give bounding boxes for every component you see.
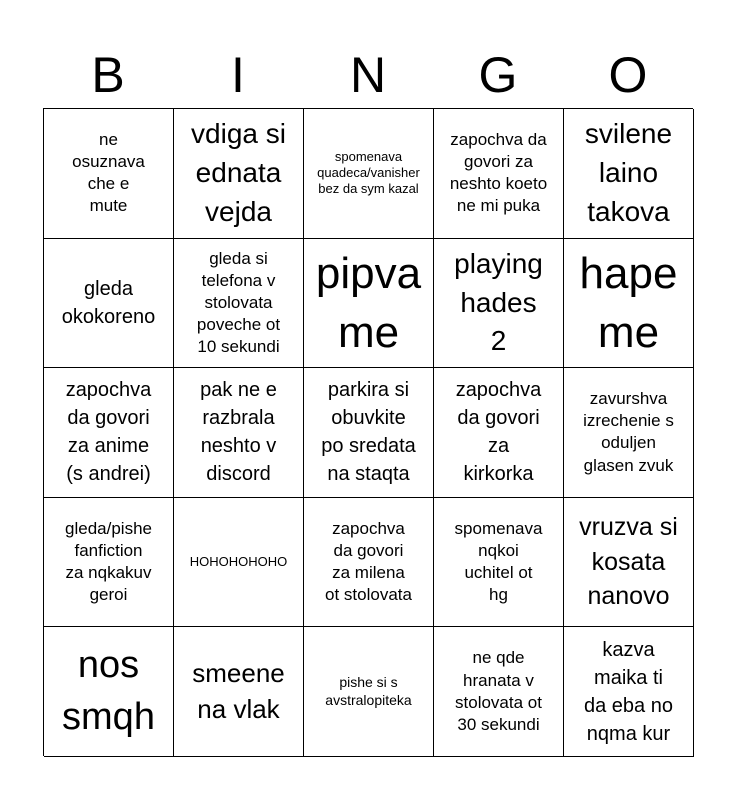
cell-text: HOHOHOHOHO: [189, 553, 288, 569]
header-letter-g: G: [478, 47, 518, 103]
cell-text: zapochva da govori za milena ot stolovata: [325, 518, 412, 605]
bingo-cell[interactable]: [174, 368, 304, 498]
cell-text: ne qde hranata v stolovata ot 30 sekundi: [455, 648, 542, 734]
bingo-cell[interactable]: [564, 109, 694, 239]
cell-text: zapochva da govori za anime (s andrei): [65, 379, 152, 486]
cell-text: pak ne e razbrala neshto v discord: [200, 379, 277, 486]
cell-text: gleda/pishe fanfiction za nqkakuv geroi: [65, 518, 152, 605]
cell-text: vruzva si kosata nanovo: [579, 513, 678, 611]
cell-text: zapochva da govori za kirkorka: [455, 379, 542, 486]
cell-text: nos smqh: [62, 644, 155, 738]
bingo-cell[interactable]: [304, 627, 434, 757]
cell-text: hape me: [579, 248, 678, 357]
cell-text: gleda si telefona v stolovata poveche ot 10 sekundi: [196, 248, 281, 357]
bingo-cell[interactable]: [564, 239, 694, 369]
cell-text: ne osuznava che e mute: [72, 130, 145, 216]
bingo-cell[interactable]: [434, 368, 564, 498]
bingo-cell[interactable]: [304, 239, 434, 369]
bingo-cell[interactable]: [174, 627, 304, 757]
bingo-cell[interactable]: [304, 368, 434, 498]
cell-text: pishe si s avstralopiteka: [325, 674, 412, 708]
cell-text: svilene laino takova: [584, 118, 673, 227]
bingo-cell[interactable]: [304, 109, 434, 239]
cell-text: gleda okokoreno: [61, 277, 156, 328]
cell-text: playing hades 2: [454, 247, 543, 357]
cell-text: kazva maika ti da eba no nqma kur: [584, 638, 673, 745]
header-letter-b: B: [91, 47, 125, 103]
bingo-cell[interactable]: [44, 109, 174, 239]
bingo-cell[interactable]: [564, 368, 694, 498]
header-letter-n: N: [349, 47, 387, 103]
bingo-cell[interactable]: [434, 109, 564, 239]
cell-text: zapochva da govori za neshto koeto ne mi puka: [449, 130, 548, 216]
bingo-header: [43, 40, 693, 110]
cell-text: spomenava nqkoi uchitel ot hg: [454, 518, 543, 605]
bingo-cell[interactable]: [564, 627, 694, 757]
header-letter-o: O: [608, 47, 648, 103]
bingo-cell[interactable]: [434, 498, 564, 628]
bingo-cell[interactable]: [174, 109, 304, 239]
bingo-card: [43, 108, 693, 756]
bingo-cell[interactable]: [564, 498, 694, 628]
bingo-cell[interactable]: [174, 239, 304, 369]
cell-text: vdiga si ednata vejda: [191, 118, 286, 227]
bingo-cell[interactable]: [44, 627, 174, 757]
bingo-cell[interactable]: [174, 498, 304, 628]
bingo-cell[interactable]: [434, 627, 564, 757]
cell-text: spomenava quadeca/vanisher bez da sym kazal: [317, 148, 420, 197]
bingo-cell[interactable]: [304, 498, 434, 628]
cell-text: pipva me: [315, 248, 422, 357]
bingo-cell[interactable]: [44, 368, 174, 498]
cell-text: parkira si obuvkite po sredata na staqta: [321, 379, 416, 486]
bingo-cell[interactable]: [44, 498, 174, 628]
bingo-cell[interactable]: [44, 239, 174, 369]
cell-text: zavurshva izrechenie s oduljen glasen zvuk: [583, 389, 674, 475]
bingo-cell[interactable]: [434, 239, 564, 369]
cell-text: smeene na vlak: [192, 657, 285, 724]
header-letter-i: I: [231, 47, 245, 103]
